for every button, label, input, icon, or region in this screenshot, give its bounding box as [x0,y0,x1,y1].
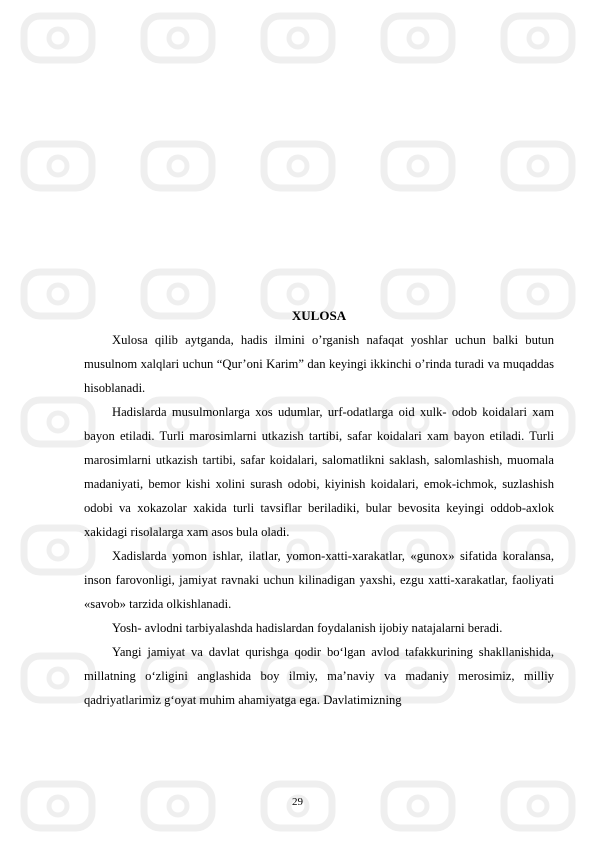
watermark-logo [260,12,336,64]
watermark-logo [500,140,576,192]
section-heading: XULOSA [291,308,347,323]
watermark-logo [260,140,336,192]
watermark-logo [20,12,96,64]
watermark-logo [380,12,456,64]
watermark-logo [380,140,456,192]
watermark-logo [140,12,216,64]
document-body [84,304,554,712]
paragraph-3: Xadislarda yomon ishlar, ilatlar, yomon-xatti-xarakatlar, «gunox» sifatida koralansa, inson farovonligi, jamiyat ravnaki uchun kilinadigan yaxshi, ezgu xatti-xarakatlar, faoliyati «savob» tarzida olkishlanadi. [84,549,554,611]
page-number: 29 [292,796,303,808]
paragraph-2: Hadislarda musulmonlarga xos udumlar, urf-odatlarga oid xulk- odob koidalari xam bayon etiladi. Turli marosimlarni utkazish tartibi, safar koidalari xam bayon etiladi. Turli marosimlarni utkazish tartibi, safar koidalari, salomatlikni saklash, salomlashish, muomala madaniyati, bemor kishi xolini surash odobi, kiyinish koidalari, emok-ichmok, suzlashish odobi va xokazolar xakida turli tavsiflar beriladiki, bular bevosita keyingi oddob-axlok xakidagi risolalarga xam asos bula oladi. [84,405,554,539]
watermark-logo [20,140,96,192]
watermark-logo [500,12,576,64]
paragraph-5: Yangi jamiyat va davlat qurishga qodir bo‘lgan avlod tafakkurining shakllanishida, millatning o‘zligini anglashida boy ilmiy, ma’naviy va madaniy merosimiz, milliy qadriyatlarimiz g‘oyat muhim ahamiyatga ega. Davlatimizning [84,645,554,707]
paragraph-1: Xulosa qilib aytganda, hadis ilmini o’rganish nafaqat yoshlar uchun balki butun musulnom xalqlari uchun “Qur’oni Karim” dan keyingi ikkinchi o’rinda turadi va muqaddas hisoblanadi. [84,333,554,395]
paragraph-4: Yosh- avlodni tarbiyalashda hadislardan foydalanish ijobiy natajalarni beradi. [112,621,503,635]
watermark-logo [140,140,216,192]
